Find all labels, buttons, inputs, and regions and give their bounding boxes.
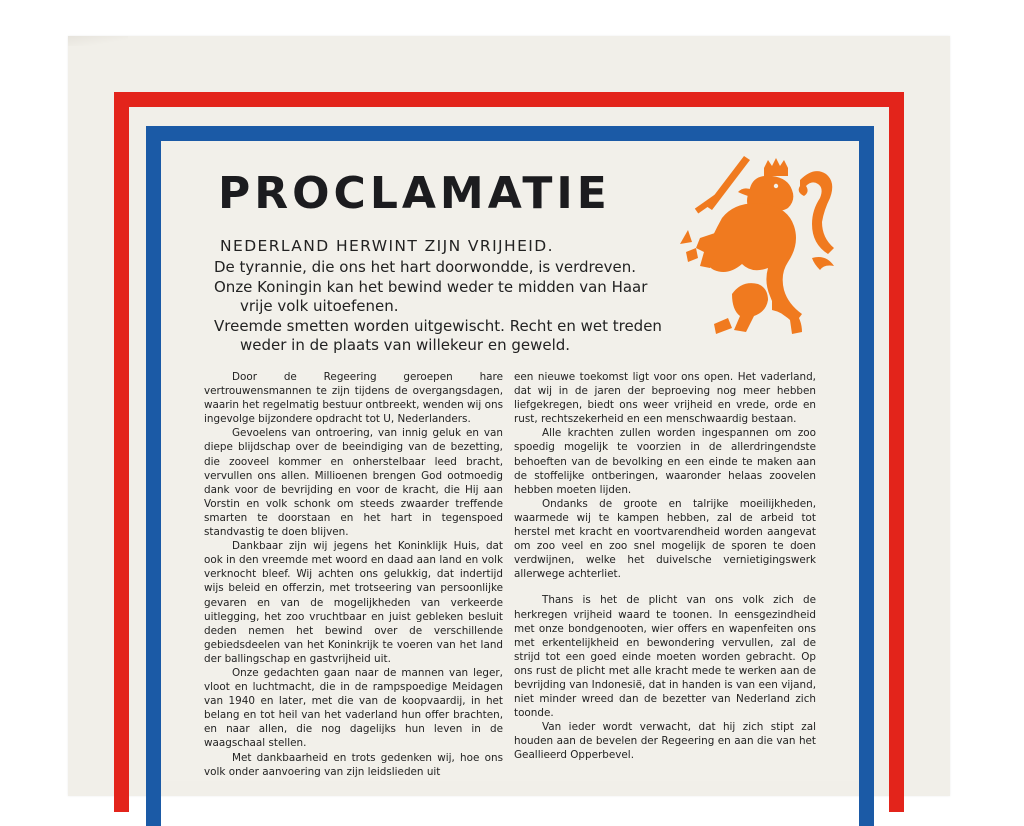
poster-subtitle: NEDERLAND HERWINT ZIJN VRIJHEID. <box>220 237 554 255</box>
lead-line: weder in de plaats van willekeur en geweld. <box>240 336 571 354</box>
lead-line: vrije volk uitoefenen. <box>240 297 399 315</box>
body-paragraph: Dankbaar zijn wij jegens het Koninklijk Huis, dat ook in den vreemde met woord en daad aan land en volk verknocht bleef. Wij achten ons gelukkig, dat indertijd wijs beleid en offerzin, met trotseering van persoonlijke gevaren en van de mogelijkheden van verkeerde uitlegging, het zoo vruchtbaar en juist gebleken besluit deden nemen het bewind over de verschillende gebiedsdeelen van het Koninkrijk te voeren van het land der ballingschap en gastvrijheid uit. <box>204 540 503 665</box>
dutch-lion-icon <box>672 148 856 338</box>
lead-line: Vreemde smetten worden uitgewischt. Recht en wet treden <box>214 316 662 335</box>
body-paragraph: Thans is het de plicht van ons volk zich de herkregen vrijheid waard te toonen. In eensgezindheid met onze bondgenooten, wier offers en wapenfeiten ons met erkentelijkheid en bewondering vervullen, zal de strijd tot een goed einde moeten worden gebracht. Op ons rust de plicht met alle kracht mede te werken aan de bevrijding van Indonesië, dat in handen is van een vijand, niet minder wreed dan de bezetter van Nederland zich toonde. <box>514 594 816 720</box>
body-paragraph: Alle krachten zullen worden ingespannen om zoo spoedig mogelijk te voorzien in de allerdringendste behoeften van de bevolking en een einde te maken aan de stoffelijke ontberingen, waaronder helaas zoovelen hebben moeten lijden. <box>514 427 816 496</box>
body-paragraph: Gevoelens van ontroering, van innig geluk en van diepe blijdschap over de beeindiging van de bezetting, die zooveel kommer en onherstelbaar leed bracht, vervullen ons allen. Millioenen brengen God ootmoedig dank voor de bevrijding en voor de kracht, die Hij aan Vorstin en volk schonk om steeds zwaarder treffende smarten te doorstaan en het hart in tegenspoed standvastig te doen blijven. <box>204 427 503 539</box>
body-paragraph: Onze gedachten gaan naar de mannen van leger, vloot en luchtmacht, die in de rampspoedige Meidagen van 1940 en later, met die van de koopvaardij, in het belang en tot heil van het vaderland hun offer brachten, en naar allen, die nog dagelijks hun leven in de waagschaal stellen. <box>204 666 503 750</box>
body-paragraph: Met dankbaarheid en trots gedenken wij, hoe ons volk onder aanvoering van zijn leidslieden uit <box>204 751 503 778</box>
paper-torn-corner <box>68 36 128 46</box>
lead-paragraph <box>214 258 664 356</box>
body-paragraph: Van ieder wordt verwacht, dat hij zich stipt zal houden aan de bevelen der Regeering en aan die van het Geallieerd Opperbevel. <box>514 721 816 762</box>
left-text-column <box>204 370 503 779</box>
right-text-column <box>514 370 816 763</box>
lead-line: De tyrannie, die ons het hart doorwondde, is verdreven. <box>214 258 636 276</box>
body-paragraph: een nieuwe toekomst ligt voor ons open. Het vaderland, dat wij in de jaren der beproeving nog meer hebben liefgekregen, biedt ons weer vrijheid en vrede, orde en rust, rechtszekerheid en een menschwaardig bestaan. <box>514 371 816 426</box>
body-paragraph: Door de Regeering geroepen hare vertrouwensmannen te zijn tijdens de overgangsdagen, waarin het regelmatig bestuur ontbreekt, wenden wij ons ingevolge bijzondere opdracht tot U, Nederlanders. <box>204 371 503 426</box>
poster-title: PROCLAMATIE <box>218 168 611 219</box>
body-paragraph: Ondanks de groote en talrijke moeilijkheden, waarmede wij te kampen hebben, zal de arbeid tot herstel met kracht en voortvarendheid worden aangevat om zoo veel en zoo snel mogelijk de sporen te doen verdwijnen, welke het duivelsche vernietigingswerk allerwege achterliet. <box>514 497 816 581</box>
lead-line: Onze Koningin kan het bewind weder te midden van Haar <box>214 277 648 296</box>
